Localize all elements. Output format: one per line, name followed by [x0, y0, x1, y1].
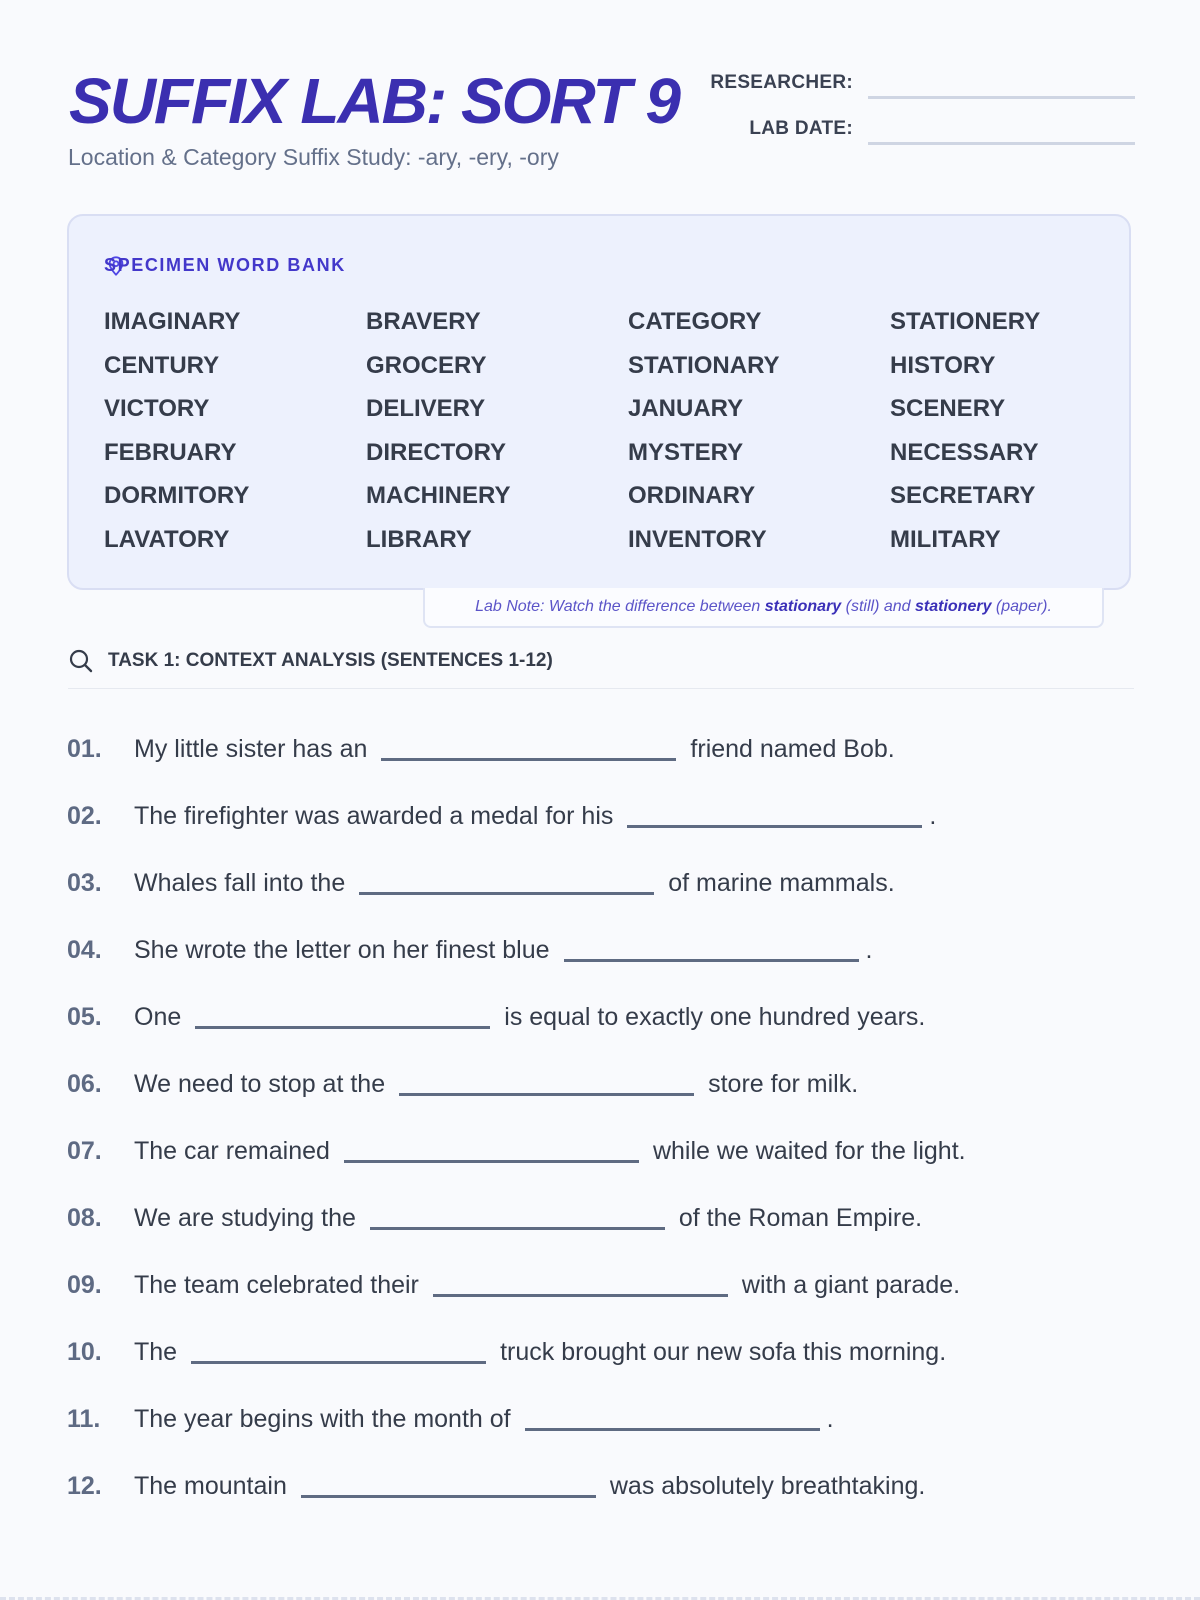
- lab-note: [423, 588, 1104, 628]
- lab-note-word-stationery: stationery: [915, 598, 992, 615]
- task-title: TASK 1: CONTEXT ANALYSIS (SENTENCES 1-12): [108, 650, 553, 671]
- sentence-text: [134, 1265, 960, 1305]
- sentence-number: 07.: [67, 1137, 102, 1165]
- lab-date-row: [680, 112, 1135, 148]
- search-icon: [68, 648, 94, 674]
- word-bank-word: MILITARY: [890, 525, 1001, 553]
- sentence-number: 08.: [67, 1204, 102, 1232]
- sentence-text: [134, 729, 895, 769]
- word-bank-word: SCENERY: [890, 395, 1006, 422]
- word-bank-word: HISTORY: [890, 351, 996, 379]
- word-bank-word: CATEGORY: [628, 308, 762, 335]
- word-bank-word: DIRECTORY: [366, 438, 507, 466]
- sentence-before: One: [134, 1003, 182, 1031]
- sentence-after: with a giant parade.: [741, 1271, 961, 1299]
- sentence-number: 09.: [67, 1271, 102, 1299]
- sentence-after: .: [929, 802, 937, 830]
- sentence-before: She wrote the letter on her finest blue: [134, 936, 550, 964]
- researcher-field[interactable]: [868, 66, 1135, 99]
- sentence-before: The: [134, 1338, 178, 1366]
- word-bank-word: CENTURY: [104, 351, 220, 379]
- researcher-row: [680, 66, 1135, 102]
- word-bank-word: DORMITORY: [104, 482, 250, 509]
- sentence-before: The car remained: [134, 1137, 330, 1165]
- sentence-item: [67, 1064, 1137, 1104]
- answer-blank[interactable]: [381, 729, 676, 761]
- answer-blank[interactable]: [564, 930, 859, 962]
- word-bank-word: MYSTERY: [628, 438, 744, 466]
- answer-blank[interactable]: [525, 1399, 820, 1431]
- answer-blank[interactable]: [359, 863, 654, 895]
- sentence-number: 10.: [67, 1338, 102, 1366]
- sentence-after: .: [865, 936, 873, 964]
- sentence-item: [67, 729, 1137, 769]
- sentence-item: [67, 1198, 1137, 1238]
- answer-blank[interactable]: [433, 1265, 728, 1297]
- sentence-item: [67, 1399, 1137, 1439]
- sentence-before: We need to stop at the: [134, 1070, 386, 1098]
- sentence-item: [67, 1332, 1137, 1372]
- sentence-text: [134, 930, 872, 970]
- word-bank-word: LAVATORY: [104, 525, 230, 553]
- sentence-before: The year begins with the month of: [134, 1405, 511, 1433]
- sentence-number: 01.: [67, 735, 102, 763]
- answer-blank[interactable]: [399, 1064, 694, 1096]
- word-bank-word: STATIONARY: [628, 351, 780, 379]
- sentence-item: [67, 796, 1137, 836]
- sentence-text: [134, 1198, 922, 1238]
- word-bank-word: BRAVERY: [366, 308, 481, 335]
- sentence-text: [134, 1131, 966, 1171]
- sentence-before: The team celebrated their: [134, 1271, 419, 1299]
- lab-note-mid: (still) and: [841, 598, 915, 615]
- word-bank-word: INVENTORY: [628, 525, 767, 553]
- sentence-text: [134, 1399, 834, 1439]
- sentence-number: 11.: [67, 1405, 101, 1433]
- sentence-after: .: [826, 1405, 834, 1433]
- researcher-label: RESEARCHER:: [710, 72, 853, 93]
- answer-blank[interactable]: [627, 796, 922, 828]
- answer-blank[interactable]: [344, 1131, 639, 1163]
- sentence-before: My little sister has an: [134, 735, 368, 763]
- sentence-number: 12.: [67, 1472, 102, 1500]
- sentence-item: [67, 997, 1137, 1037]
- sentence-text: [134, 1064, 858, 1104]
- answer-blank[interactable]: [195, 997, 490, 1029]
- lab-note-word-stationary: stationary: [764, 598, 842, 615]
- sentence-number: 02.: [67, 802, 102, 830]
- sentence-number: 03.: [67, 869, 102, 897]
- sentence-number: 04.: [67, 936, 102, 964]
- word-bank-word: NECESSARY: [890, 438, 1039, 466]
- sentence-after: friend named Bob.: [690, 735, 895, 763]
- sentence-text: [134, 997, 925, 1037]
- sentence-after: truck brought our new sofa this morning.: [500, 1338, 947, 1366]
- sentence-item: [67, 930, 1137, 970]
- word-bank-word: STATIONERY: [890, 308, 1041, 335]
- sentence-text: [134, 1332, 946, 1372]
- sentence-number: 05.: [67, 1003, 102, 1031]
- sentence-after: of the Roman Empire.: [678, 1204, 923, 1232]
- sentence-item: [67, 1131, 1137, 1171]
- word-bank-word: IMAGINARY: [104, 308, 241, 335]
- sentence-after: of marine mammals.: [668, 869, 895, 897]
- page-subtitle: Location & Category Suffix Study: -ary, -ery, -ory: [68, 144, 559, 170]
- lab-note-prefix: Lab Note: Watch the difference between: [475, 598, 765, 615]
- word-bank-title: SPECIMEN WORD BANK: [104, 255, 346, 275]
- sentence-before: The firefighter was awarded a medal for his: [134, 802, 614, 830]
- sentence-text: [134, 863, 895, 903]
- answer-blank[interactable]: [191, 1332, 486, 1364]
- sentence-after: store for milk.: [708, 1070, 859, 1098]
- word-bank-word: SECRETARY: [890, 482, 1036, 509]
- word-bank-word: DELIVERY: [366, 395, 486, 422]
- word-bank-word: JANUARY: [628, 395, 744, 422]
- word-bank-word: LIBRARY: [366, 525, 472, 553]
- sentence-text: [134, 1466, 925, 1506]
- answer-blank[interactable]: [370, 1198, 665, 1230]
- lab-date-label: LAB DATE:: [749, 118, 853, 139]
- sentence-after: while we waited for the light.: [652, 1137, 966, 1165]
- lab-note-suffix: (paper).: [991, 598, 1052, 615]
- word-bank-word: ORDINARY: [628, 482, 756, 509]
- word-bank-word: MACHINERY: [366, 482, 511, 509]
- word-bank-word: FEBRUARY: [104, 438, 237, 466]
- word-bank-word: VICTORY: [104, 395, 210, 422]
- sentence-text: [134, 796, 936, 836]
- sentence-before: The mountain: [134, 1472, 287, 1500]
- sentence-before: We are studying the: [134, 1204, 356, 1232]
- sentence-item: [67, 863, 1137, 903]
- sentence-after: was absolutely breathtaking.: [609, 1472, 926, 1500]
- sentence-item: [67, 1265, 1137, 1305]
- answer-blank[interactable]: [301, 1466, 596, 1498]
- sentence-number: 06.: [67, 1070, 102, 1098]
- word-bank-word: GROCERY: [366, 351, 487, 379]
- sentence-before: Whales fall into the: [134, 869, 346, 897]
- sentence-after: is equal to exactly one hundred years.: [504, 1003, 926, 1031]
- sentence-item: [67, 1466, 1137, 1506]
- task-header: [68, 648, 1134, 689]
- lab-date-field[interactable]: [868, 112, 1135, 145]
- page-title: SUFFIX LAB: SORT 9: [69, 65, 679, 137]
